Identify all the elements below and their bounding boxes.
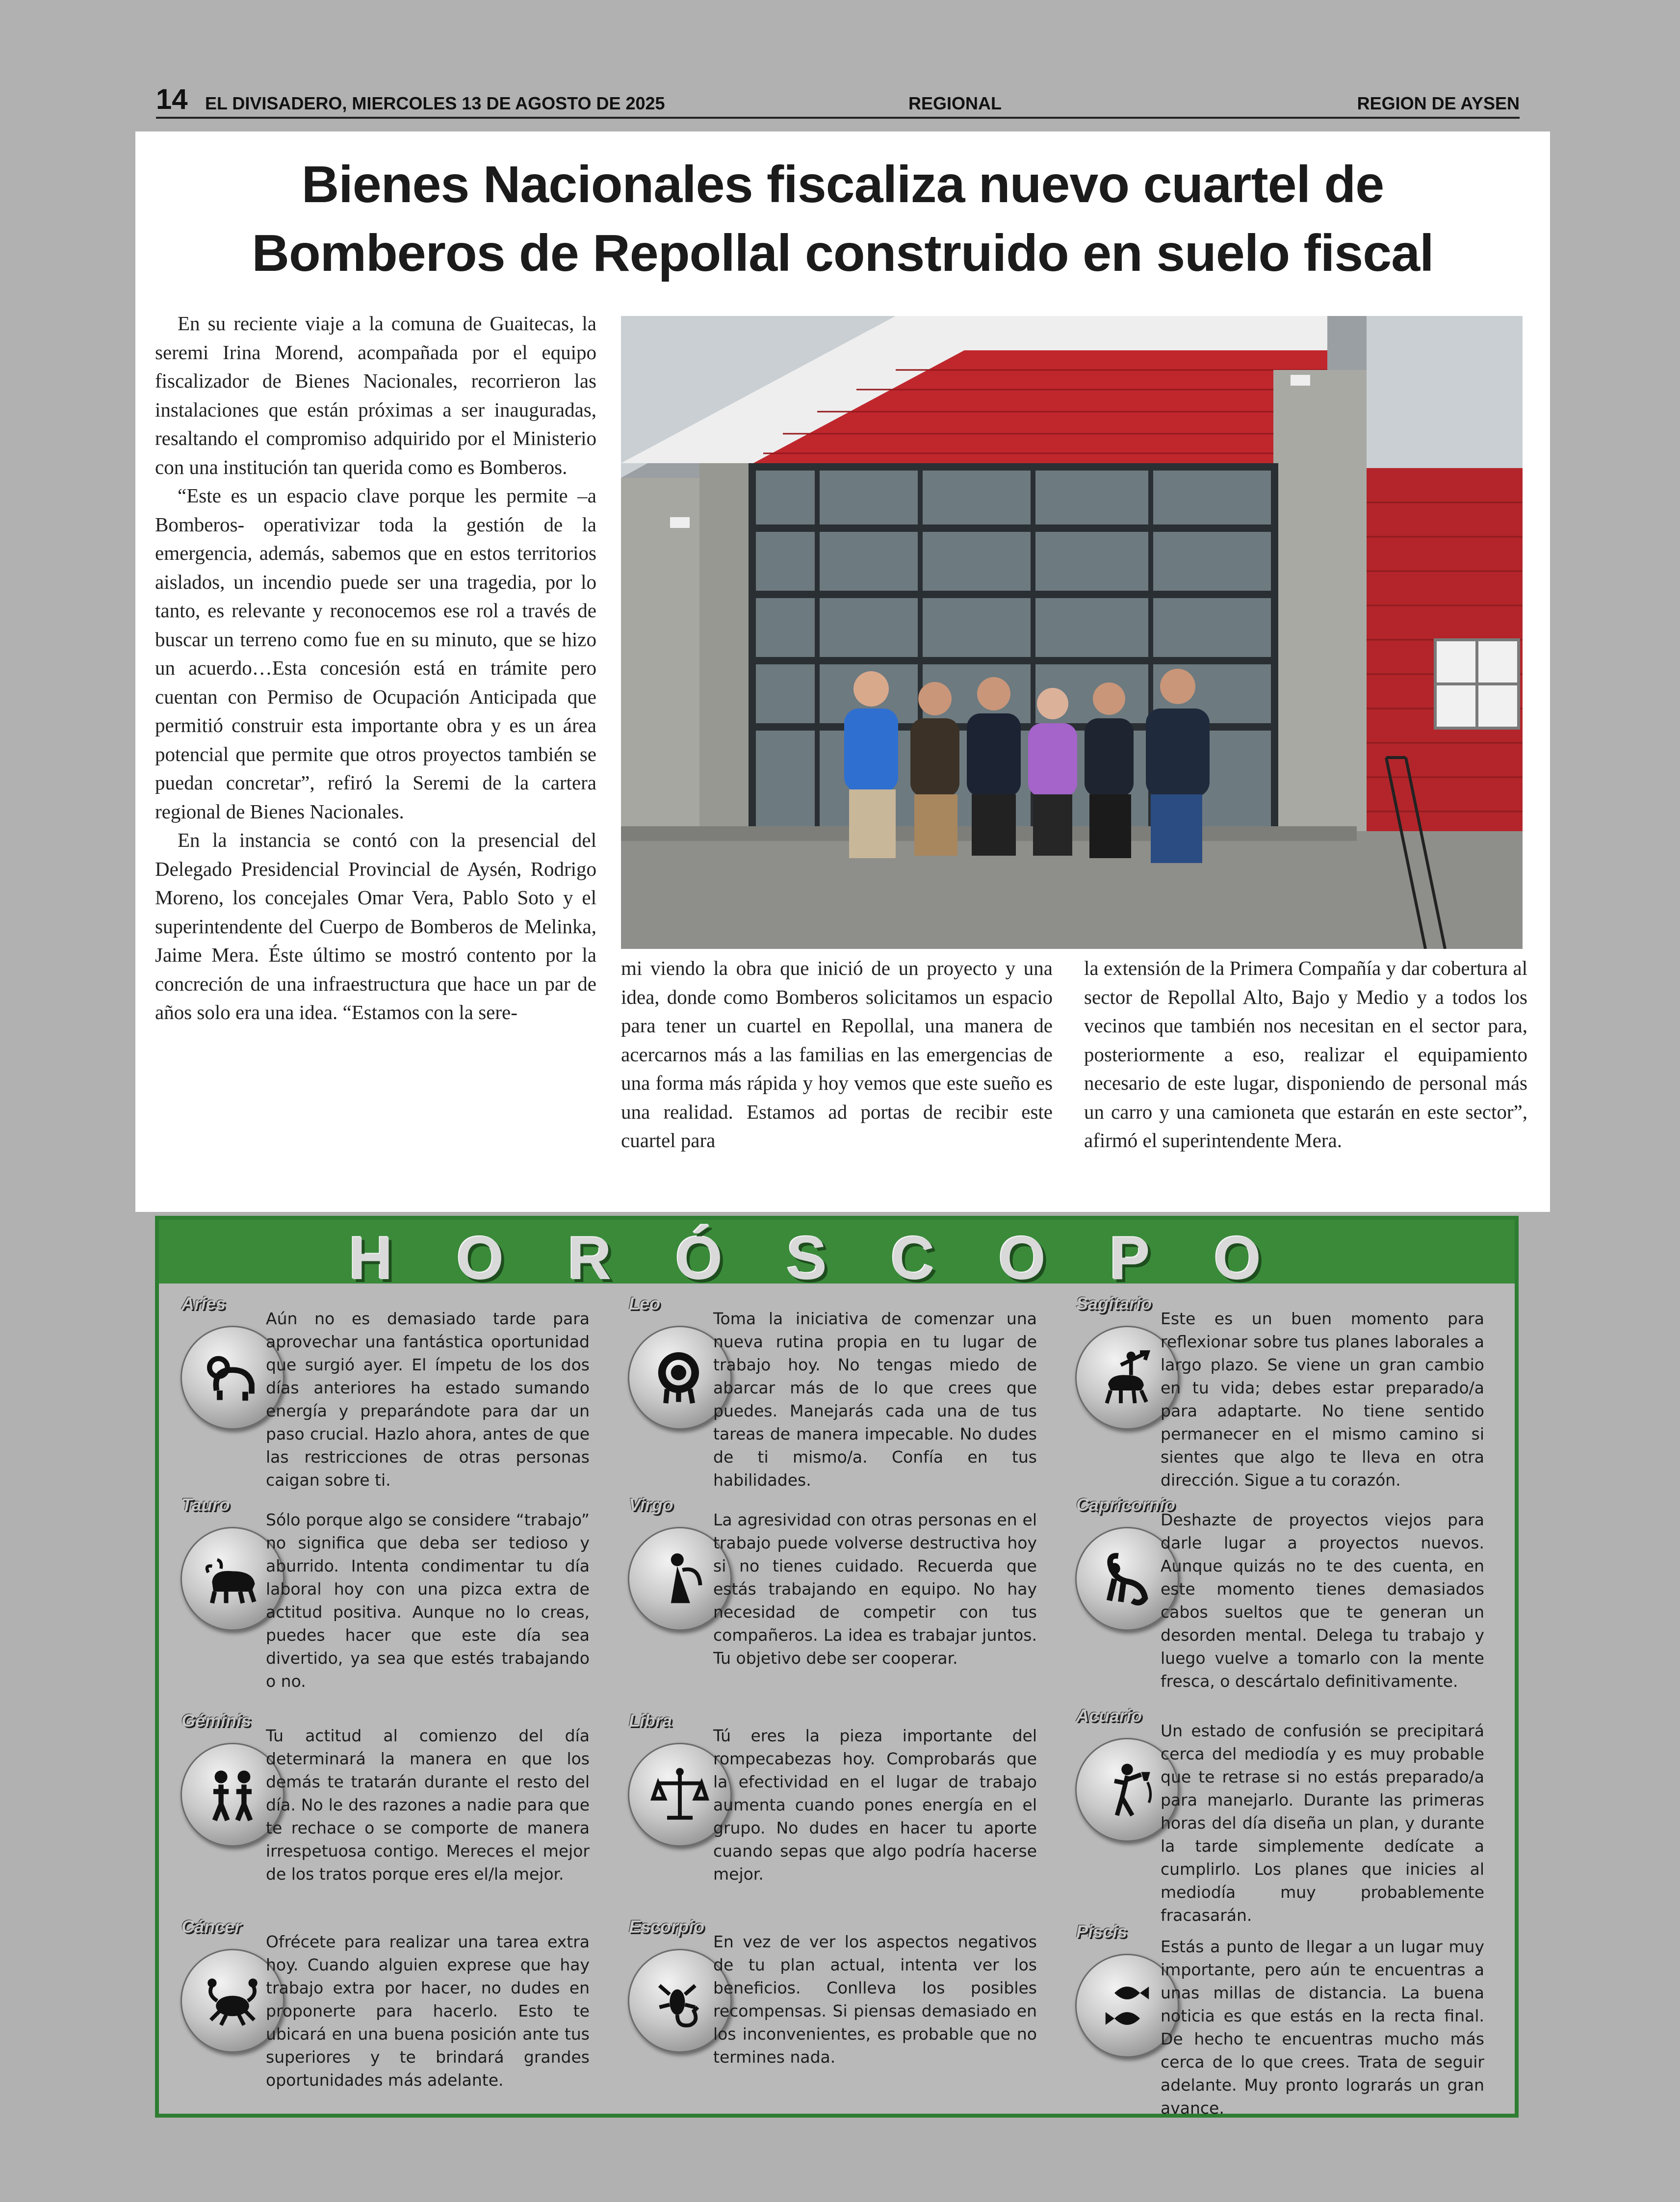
sign-text: Ofrécete para realizar una tarea extra hoy. Cuando alguien exprese que hay trabajo extra por hacer, no dudes en proponerte para hacerlo. Esto te ubicará en una buena posición ante tus superiores y te brindará grandes oportunidades más adelante. <box>266 1932 590 2090</box>
sign-text: Este es un buen momento para reflexionar sobre tus planes laborales a largo plazo. Se viene un gran cambio en tu vida; debes estar preparado/a para adaptarte. No tiene sentido permanecer en el mismo camino si sientes que algo te lleva en otra dirección. Sigue a tu corazón. <box>1161 1309 1484 1490</box>
sign-text: Toma la iniciativa de comenzar una nueva rutina propia en tu lugar de trabajo hoy. No tengas miedo de abarcar más de lo que crees que puedes. Manejarás cada una de tus tareas de manera impecable. No dudes de ti mismo/a. Confía en tus habilidades. <box>713 1309 1037 1490</box>
sign-piscis <box>1062 1921 1494 2123</box>
sign-name: Piscis <box>1076 1921 1128 1941</box>
horoscope-title: HORÓSCOPO <box>349 1225 1325 1292</box>
sign-capricornio <box>1062 1494 1494 1696</box>
paragraph: mi viendo la obra que inició de un proyecto y una idea, donde como Bomberos solicitamos un espacio para tener un cuartel en Repollal, una manera de acercarnos más a las familias en las emergencias de una forma más rápida y hoy vemos que este sueño es una realidad. Estamos ad portas de recibir este cuartel para <box>621 957 1053 1152</box>
article-column-2 <box>621 954 1053 1155</box>
sign-name: Tauro <box>181 1494 230 1515</box>
article-column-3 <box>1084 954 1527 1155</box>
sign-libra <box>615 1710 1047 1912</box>
headline <box>135 150 1550 288</box>
paragraph: En la instancia se contó con la presencial del Delegado Presidencial Provincial de Aysén, Rodrigo Moreno, los concejales Omar Vera, Pablo Soto y el superintendente del Cuerpo de Bomberos de Melinka, Jaime Mera. Éste último se mostró contento por la concreción de una infraestructura que hace un par de años solo era una idea. “Estamos con la sere- <box>155 829 596 1023</box>
headline-line-1: Bienes Nacionales fiscaliza nuevo cuartel de <box>301 156 1384 213</box>
page-number: 14 <box>156 83 188 115</box>
sign-tauro <box>168 1494 599 1696</box>
sign-text: En vez de ver los aspectos negativos de tu plan actual, intenta ver los beneficios. Conlleva los posibles recompensas. Si piensas demasiado en los inconvenientes, es probable que no termines nada. <box>713 1932 1037 2067</box>
sign-text: Aún no es demasiado tarde para aprovechar una fantástica oportunidad que surgió ayer. El ímpetu de los dos días anteriores ha estado sumando energía y preparándote para dar un paso crucial. Hazlo ahora, antes de que las restricciones de otras personas caigan sobre ti. <box>266 1309 590 1490</box>
sign-name: Acuario <box>1076 1705 1142 1726</box>
article-photo <box>621 316 1523 949</box>
sign-text: Estás a punto de llegar a un lugar muy importante, pero aún te encuentras a unas millas de distancia. La buena noticia es que estás en la recta final. De hecho te encuentras mucho más cerca de lo que crees. Trata de seguir adelante. Muy pronto lograrás un gran avance. <box>1161 1937 1484 2118</box>
sign-name: Escorpio <box>629 1916 705 1937</box>
sign-name: Libra <box>629 1710 672 1730</box>
sign-text: Tú eres la pieza importante del rompecabezas hoy. Comprobarás que la efectividad en el lugar de trabajo aumenta cuando pones energía en el grupo. No dudes en hacer tu aporte cuando sepas que algo podría hacerse mejor. <box>713 1726 1037 1884</box>
paragraph: la extensión de la Primera Compañía y dar cobertura al sector de Repollal Alto, Bajo y Medio y a todos los vecinos que también nos necesitan en el sector para, posteriormente a eso, realizar el equipamiento necesario de este lugar, disponiendo de personal más un carro y una camioneta que estarán en este sector”, afirmó el superintendente Mera. <box>1084 957 1527 1152</box>
sign-escorpio <box>615 1916 1047 2118</box>
headline-line-2: Bomberos de Repollal construido en suelo fiscal <box>252 224 1434 282</box>
sign-aries <box>168 1293 599 1494</box>
sign-text: Sólo porque algo se considere “trabajo” no significa que deba ser tedioso y aburrido. Intenta condimentar tu día laboral hoy con una pizca extra de actitud positiva. Aunque no lo creas, puedes hacer que este día sea divertido, ya sea que estés trabajando o no. <box>266 1510 590 1691</box>
sign-name: Capricornio <box>1076 1494 1176 1515</box>
sign-leo <box>615 1293 1047 1494</box>
sign-acuario <box>1062 1705 1494 1925</box>
sign-cancer <box>168 1916 599 2118</box>
sign-geminis <box>168 1710 599 1912</box>
sign-virgo <box>615 1494 1047 1696</box>
horoscope-section <box>155 1216 1519 2118</box>
article-column-1 <box>155 309 596 1027</box>
article <box>135 131 1550 1212</box>
sign-text: Un estado de confusión se precipitará cerca del mediodía y es muy probable que te retrase si no estás preparado/a para manejarlo. Durante las primeras horas del día diseña un plan, y durante la tarde simplemente dedícate a cumplirlo. Los planes que inicies al mediodía muy probablemente fracasarán. <box>1161 1721 1484 1925</box>
sign-sagitario <box>1062 1293 1494 1494</box>
newspaper-date: EL DIVISADERO, MIERCOLES 13 DE AGOSTO DE 2025 <box>205 93 665 113</box>
paragraph: “Este es un espacio clave porque les permite –a Bomberos- operativizar toda la gestión de la emergencia, además, sabemos que en estos territorios aislados, un incendio puede ser una tragedia, por lo tanto, es relevante y reconocemos ese rol a través de buscar un terreno como fue en su minuto, que se hizo un acuerdo…Esta concesión está en trámite pero cuentan con Permiso de Ocupación Anticipada que permitió construir esta importante obra y es un área potencial que permite que otros proyectos también se puedan concretar”, refiró la Seremi de la cartera regional de Bienes Nacionales. <box>155 484 596 823</box>
sign-name: Sagitario <box>1076 1293 1152 1313</box>
section-name: REGIONAL <box>908 93 1002 113</box>
sign-text: Tu actitud al comienzo del día determinará la manera en que los demás te tratarán durante el resto del día. No le des razones a nadie para que te rechace o se comporte de manera irrespetuosa contigo. Mereces el mejor de los tratos porque eres el/la mejor. <box>266 1726 590 1884</box>
paragraph: En su reciente viaje a la comuna de Guaitecas, la seremi Irina Morend, acompañada por el equipo fiscalizador de Bienes Nacionales, recorrieron las instalaciones que están próximas a ser inauguradas, resaltando el compromiso adquirido por el Ministerio con una institución tan querida como es Bomberos. <box>155 312 596 478</box>
page-header <box>156 83 1520 119</box>
sign-name: Géminis <box>181 1710 252 1730</box>
sign-name: Aries <box>181 1293 226 1313</box>
sign-name: Virgo <box>629 1494 673 1515</box>
sign-text: La agresividad con otras personas en el trabajo puede volverse destructiva hoy si no tienes cuidado. Recuerda que estás trabajando en equipo. No hay necesidad de competir con tus compañeros. La idea es trabajar juntos. Tu objetivo debe ser cooperar. <box>713 1510 1037 1668</box>
sign-name: Leo <box>629 1293 661 1313</box>
sign-text: Deshazte de proyectos viejos para darle lugar a proyectos nuevos. Aunque quizás no te des cuenta, en este momento tienes demasiados cabos sueltos que te generan un desorden mental. Delega tu trabajo y luego vuelve a tomarlo con la mente fresca, o descártalo definitivamente. <box>1161 1510 1484 1691</box>
sign-name: Cáncer <box>181 1916 242 1937</box>
region-name: REGION DE AYSEN <box>1357 93 1520 113</box>
